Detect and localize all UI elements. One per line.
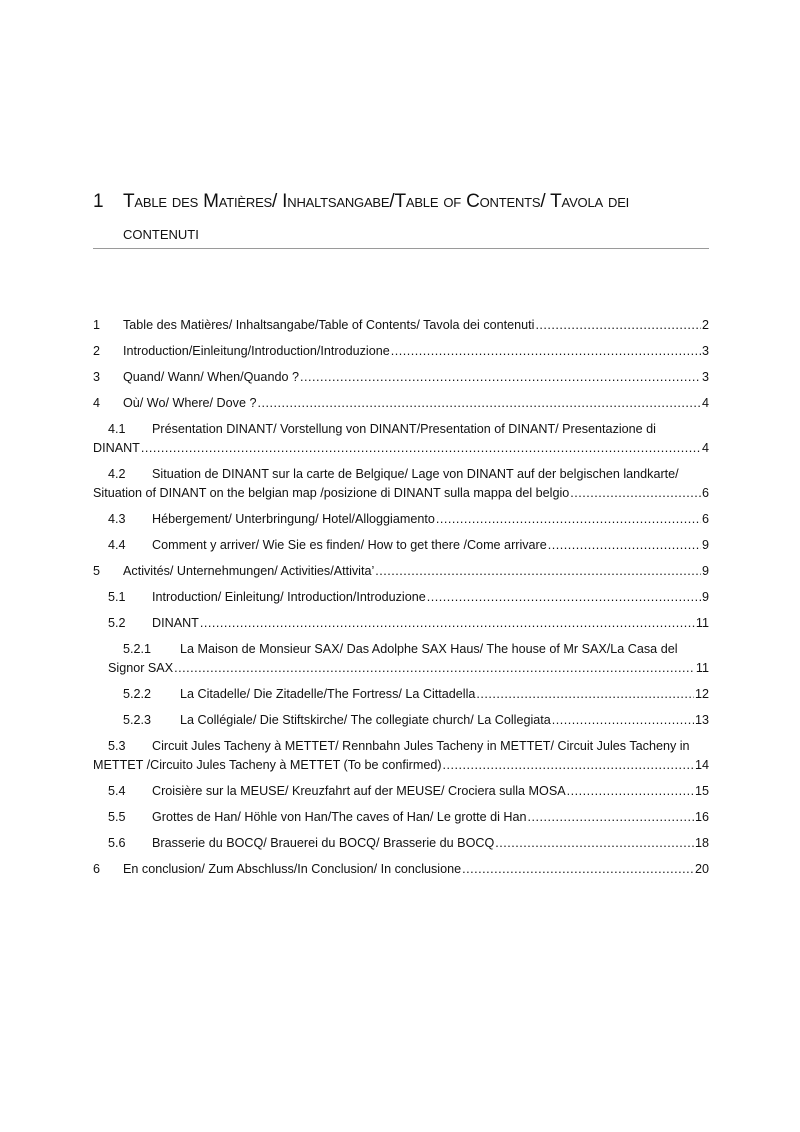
toc-entry[interactable] — [93, 342, 709, 361]
table-of-contents — [93, 316, 709, 886]
toc-page-number: 4 — [701, 441, 709, 455]
toc-entry-title: Signor SAX — [108, 661, 174, 675]
toc-leader-dots — [174, 659, 695, 678]
toc-entry-title: Comment y arriver/ Wie Sie es finden/ How to get there /Come arrivare — [152, 538, 547, 552]
toc-entry-number: 3 — [93, 370, 101, 384]
toc-entry-title: En conclusion/ Zum Abschluss/In Conclusion/ In conclusione — [123, 862, 462, 876]
toc-page-number: 20 — [694, 862, 709, 876]
toc-entry[interactable] — [93, 782, 709, 801]
toc-leader-dots — [548, 536, 701, 555]
toc-page-number: 11 — [695, 661, 709, 675]
toc-entry[interactable] — [93, 588, 709, 607]
toc-entry-number: 5 — [93, 564, 101, 578]
toc-leader-dots — [476, 685, 694, 704]
toc-page-number: 15 — [694, 784, 709, 798]
toc-entry[interactable] — [93, 711, 709, 730]
toc-entry-title-line1: La Maison de Monsieur SAX/ Das Adolphe SAX Haus/ The house of Mr SAX/La Casa del — [180, 642, 678, 656]
toc-leader-dots — [436, 510, 701, 529]
toc-entry[interactable] — [93, 420, 709, 458]
toc-page-number: 6 — [701, 486, 709, 500]
toc-entry-title: DINANT — [152, 616, 199, 630]
toc-leader-dots — [570, 484, 701, 503]
toc-entry[interactable] — [93, 834, 709, 853]
heading-title-line2: contenuti — [123, 223, 199, 244]
toc-entry-number: 5.1 — [108, 590, 126, 604]
toc-entry-title: Situation of DINANT on the belgian map /posizione di DINANT sulla mappa del belgio — [93, 486, 570, 500]
toc-leader-dots — [141, 439, 701, 458]
toc-leader-dots — [552, 711, 694, 730]
toc-leader-dots — [567, 782, 694, 801]
toc-entry[interactable] — [93, 368, 709, 387]
toc-leader-dots — [427, 588, 701, 607]
toc-leader-dots — [200, 614, 695, 633]
toc-entry[interactable] — [93, 562, 709, 581]
toc-entry-title: Activités/ Unternehmungen/ Activities/Attivita’ — [123, 564, 375, 578]
toc-page-number: 16 — [694, 810, 709, 824]
toc-entry[interactable] — [93, 640, 709, 678]
toc-entry-number: 4.4 — [108, 538, 126, 552]
toc-entry-number: 6 — [93, 862, 101, 876]
toc-entry-number: 5.2 — [108, 616, 126, 630]
toc-page-number: 9 — [701, 564, 709, 578]
toc-entry-title-line1: Circuit Jules Tacheny à METTET/ Rennbahn Jules Tacheny in METTET/ Circuit Jules Tacheny in — [152, 739, 690, 753]
toc-entry[interactable] — [93, 394, 709, 413]
toc-leader-dots — [535, 316, 701, 335]
toc-page-number: 3 — [701, 370, 709, 384]
toc-entry-title: Où/ Wo/ Where/ Dove ? — [123, 396, 257, 410]
toc-entry[interactable] — [93, 808, 709, 827]
toc-entry-title: Table des Matières/ Inhaltsangabe/Table of Contents/ Tavola dei contenuti — [123, 318, 535, 332]
toc-entry-title: La Citadelle/ Die Zitadelle/The Fortress/ La Cittadella — [180, 687, 476, 701]
toc-page-number: 2 — [701, 318, 709, 332]
toc-page-number: 9 — [701, 590, 709, 604]
toc-leader-dots — [391, 342, 701, 361]
toc-leader-dots — [300, 368, 701, 387]
heading-title-line1: Table des Matières/ Inhaltsangabe/Table of Contents/ Tavola dei — [123, 191, 630, 212]
toc-entry-number: 5.2.2 — [123, 687, 152, 701]
toc-entry-number: 4.3 — [108, 512, 126, 526]
toc-entry-number: 5.6 — [108, 836, 126, 850]
toc-entry-number: 5.5 — [108, 810, 126, 824]
heading-rule — [93, 248, 709, 249]
toc-page-number: 18 — [694, 836, 709, 850]
toc-entry-title: Grottes de Han/ Höhle von Han/The caves of Han/ Le grotte di Han — [152, 810, 527, 824]
toc-page-number: 4 — [701, 396, 709, 410]
toc-entry[interactable] — [93, 737, 709, 775]
toc-entry-title: METTET /Circuito Jules Tacheny à METTET (To be confirmed) — [93, 758, 442, 772]
toc-entry[interactable] — [93, 465, 709, 503]
toc-entry[interactable] — [93, 614, 709, 633]
toc-page-number: 6 — [701, 512, 709, 526]
toc-entry[interactable] — [93, 536, 709, 555]
toc-entry[interactable] — [93, 685, 709, 704]
toc-leader-dots — [528, 808, 694, 827]
toc-page-number: 14 — [694, 758, 709, 772]
toc-entry-title: Introduction/ Einleitung/ Introduction/Introduzione — [152, 590, 426, 604]
toc-entry-title-line1: Situation de DINANT sur la carte de Belgique/ Lage von DINANT auf der belgischen landkarte/ — [152, 467, 679, 481]
toc-page-number: 3 — [701, 344, 709, 358]
toc-entry-title: DINANT — [93, 441, 140, 455]
toc-leader-dots — [462, 860, 694, 879]
toc-entry-number: 4.2 — [108, 467, 126, 481]
toc-entry-number: 4 — [93, 396, 101, 410]
toc-page-number: 9 — [701, 538, 709, 552]
toc-entry-number: 1 — [93, 318, 101, 332]
toc-entry-number: 5.3 — [108, 739, 126, 753]
toc-entry-title: Hébergement/ Unterbringung/ Hotel/Alloggiamento — [152, 512, 435, 526]
toc-entry-number: 2 — [93, 344, 101, 358]
toc-entry[interactable] — [93, 510, 709, 529]
heading-number: 1 — [93, 191, 104, 212]
toc-entry-title: Quand/ Wann/ When/Quando ? — [123, 370, 299, 384]
toc-leader-dots — [443, 756, 694, 775]
toc-page-number: 11 — [695, 616, 709, 630]
toc-entry-number: 5.4 — [108, 784, 126, 798]
toc-entry-title-line1: Présentation DINANT/ Vorstellung von DINANT/Presentation of DINANT/ Presentazione di — [152, 422, 656, 436]
toc-leader-dots — [495, 834, 694, 853]
toc-entry-title: Brasserie du BOCQ/ Brauerei du BOCQ/ Brasserie du BOCQ — [152, 836, 495, 850]
toc-entry-number: 4.1 — [108, 422, 126, 436]
toc-leader-dots — [257, 394, 701, 413]
toc-heading — [93, 186, 713, 250]
toc-leader-dots — [375, 562, 701, 581]
toc-entry-title: La Collégiale/ Die Stiftskirche/ The collegiate church/ La Collegiata — [180, 713, 551, 727]
toc-page-number: 12 — [694, 687, 709, 701]
toc-page-number: 13 — [694, 713, 709, 727]
toc-entry-title: Introduction/Einleitung/Introduction/Introduzione — [123, 344, 390, 358]
toc-entry[interactable] — [93, 316, 709, 335]
toc-entry-number: 5.2.3 — [123, 713, 152, 727]
toc-entry-number: 5.2.1 — [123, 642, 152, 656]
toc-entry[interactable] — [93, 860, 709, 879]
toc-entry-title: Croisière sur la MEUSE/ Kreuzfahrt auf der MEUSE/ Crociera sulla MOSA — [152, 784, 566, 798]
